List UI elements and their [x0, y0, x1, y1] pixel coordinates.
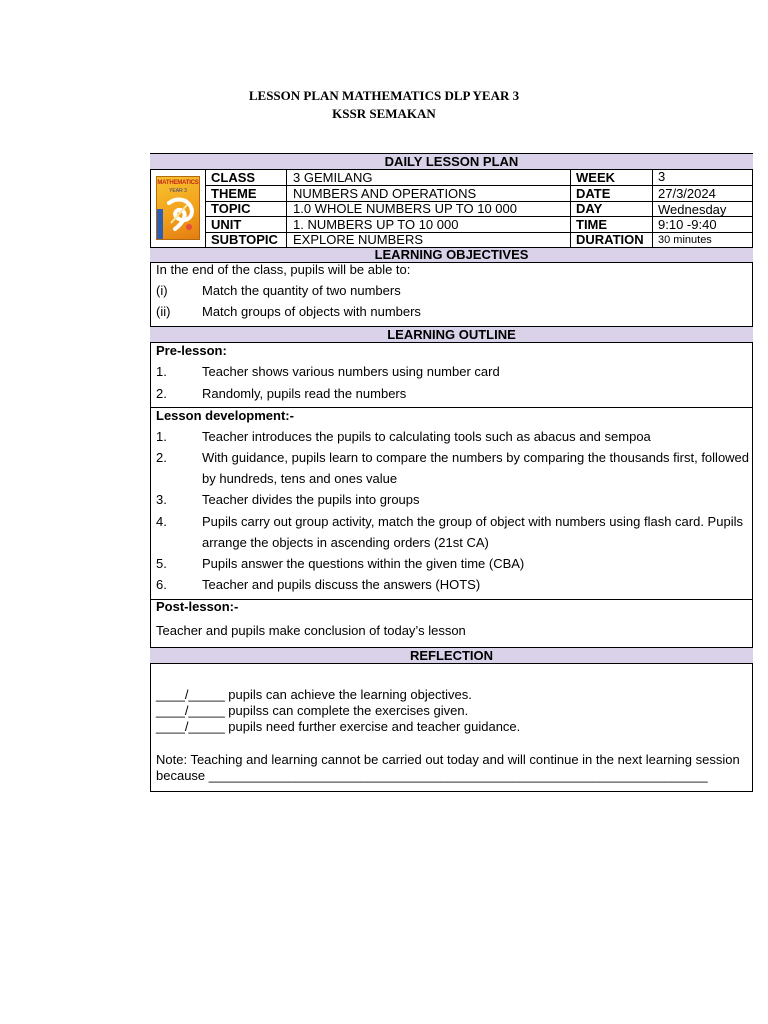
post-lesson-text: Teacher and pupils make conclusion of today’s lesson	[156, 623, 466, 638]
step-number: 6.	[156, 577, 167, 592]
label-time: TIME	[576, 217, 608, 232]
cover-illustration	[157, 177, 200, 240]
step-number: 1.	[156, 364, 167, 379]
development-step: Teacher divides the pupils into groups	[202, 492, 420, 507]
step-number: 3.	[156, 492, 167, 507]
step-number: 1.	[156, 429, 167, 444]
development-step: Pupils answer the questions within the given time (CBA)	[202, 556, 525, 571]
label-subtopic: SUBTOPIC	[211, 232, 278, 247]
value-topic: 1.0 WHOLE NUMBERS UP TO 10 000	[293, 201, 517, 216]
reflection-line: ____/_____ pupils can achieve the learning objectives.	[156, 687, 472, 702]
step-number: 5.	[156, 556, 167, 571]
grid-line	[570, 170, 571, 247]
objective-marker: (i)	[156, 283, 168, 298]
reflection-line: ____/_____ pupilss can complete the exercises given.	[156, 703, 469, 718]
document-subtitle: KSSR SEMAKAN	[332, 106, 436, 121]
label-week: WEEK	[576, 170, 615, 185]
reflection-header	[150, 647, 753, 664]
objective-item: Match the quantity of two numbers	[202, 283, 401, 298]
development-step: Teacher introduces the pupils to calculating tools such as abacus and sempoa	[202, 429, 651, 444]
step-number: 4.	[156, 514, 167, 529]
lesson-development-title: Lesson development:-	[156, 408, 294, 423]
label-duration: DURATION	[576, 232, 644, 247]
pre-lesson-step: Randomly, pupils read the numbers	[202, 386, 407, 401]
value-theme: NUMBERS AND OPERATIONS	[293, 186, 477, 201]
learning-outline-title: LEARNING OUTLINE	[387, 327, 516, 342]
development-step-continued: arrange the objects in ascending orders (21st CA)	[202, 535, 489, 550]
value-week: 3	[658, 169, 666, 184]
pre-lesson-step: Teacher shows various numbers using number card	[202, 364, 500, 379]
value-class: 3 GEMILANG	[293, 170, 373, 185]
objectives-intro: In the end of the class, pupils will be able to:	[156, 262, 411, 277]
textbook-cover-image	[156, 176, 200, 240]
pre-lesson-title: Pre-lesson:	[156, 343, 227, 358]
value-time: 9:10 -9:40	[658, 217, 717, 232]
section-divider	[150, 599, 753, 600]
learning-objectives-title: LEARNING OBJECTIVES	[374, 247, 529, 262]
step-number: 2.	[156, 450, 167, 465]
development-step-continued: by hundreds, tens and ones value	[202, 471, 398, 486]
post-lesson-title: Post-lesson:-	[156, 599, 239, 614]
cover-stripe	[157, 209, 163, 239]
cover-title: MATHEMATICS	[157, 180, 199, 186]
reflection-note-continued: because _____________________________________________________________________	[156, 768, 708, 783]
learning-objectives-header	[150, 247, 753, 263]
label-unit: UNIT	[211, 217, 242, 232]
value-day: Wednesday	[658, 202, 727, 217]
value-unit: 1. NUMBERS UP TO 10 000	[293, 217, 459, 232]
learning-outline-header	[150, 326, 753, 343]
label-theme: THEME	[211, 186, 257, 201]
grid-line	[286, 170, 287, 247]
daily-lesson-plan-header	[150, 153, 753, 170]
objective-marker: (ii)	[156, 304, 171, 319]
daily-lesson-plan-title: DAILY LESSON PLAN	[384, 154, 519, 169]
reflection-note: Note: Teaching and learning cannot be carried out today and will continue in the next learning session	[156, 752, 740, 767]
label-class: CLASS	[211, 170, 256, 185]
cover-subtitle: YEAR 3	[169, 188, 187, 194]
value-subtopic: EXPLORE NUMBERS	[293, 232, 424, 247]
grid-line	[205, 170, 206, 247]
reflection-line: ____/_____ pupils need further exercise and teacher guidance.	[156, 719, 521, 734]
label-date: DATE	[576, 186, 611, 201]
grid-line	[652, 170, 653, 247]
value-date: 27/3/2024	[658, 186, 716, 201]
step-number: 2.	[156, 386, 167, 401]
development-step: Pupils carry out group activity, match the group of object with numbers using flash card. Pupils	[202, 514, 743, 529]
document-title: LESSON PLAN MATHEMATICS DLP YEAR 3	[248, 88, 520, 103]
reflection-title: REFLECTION	[409, 648, 494, 663]
label-day: DAY	[576, 201, 603, 216]
objective-item: Match groups of objects with numbers	[202, 304, 421, 319]
development-step: With guidance, pupils learn to compare the numbers by comparing the thousands first, followed	[202, 450, 750, 465]
development-step: Teacher and pupils discuss the answers (HOTS)	[202, 577, 481, 592]
value-duration: 30 minutes	[658, 234, 712, 246]
label-topic: TOPIC	[211, 201, 251, 216]
